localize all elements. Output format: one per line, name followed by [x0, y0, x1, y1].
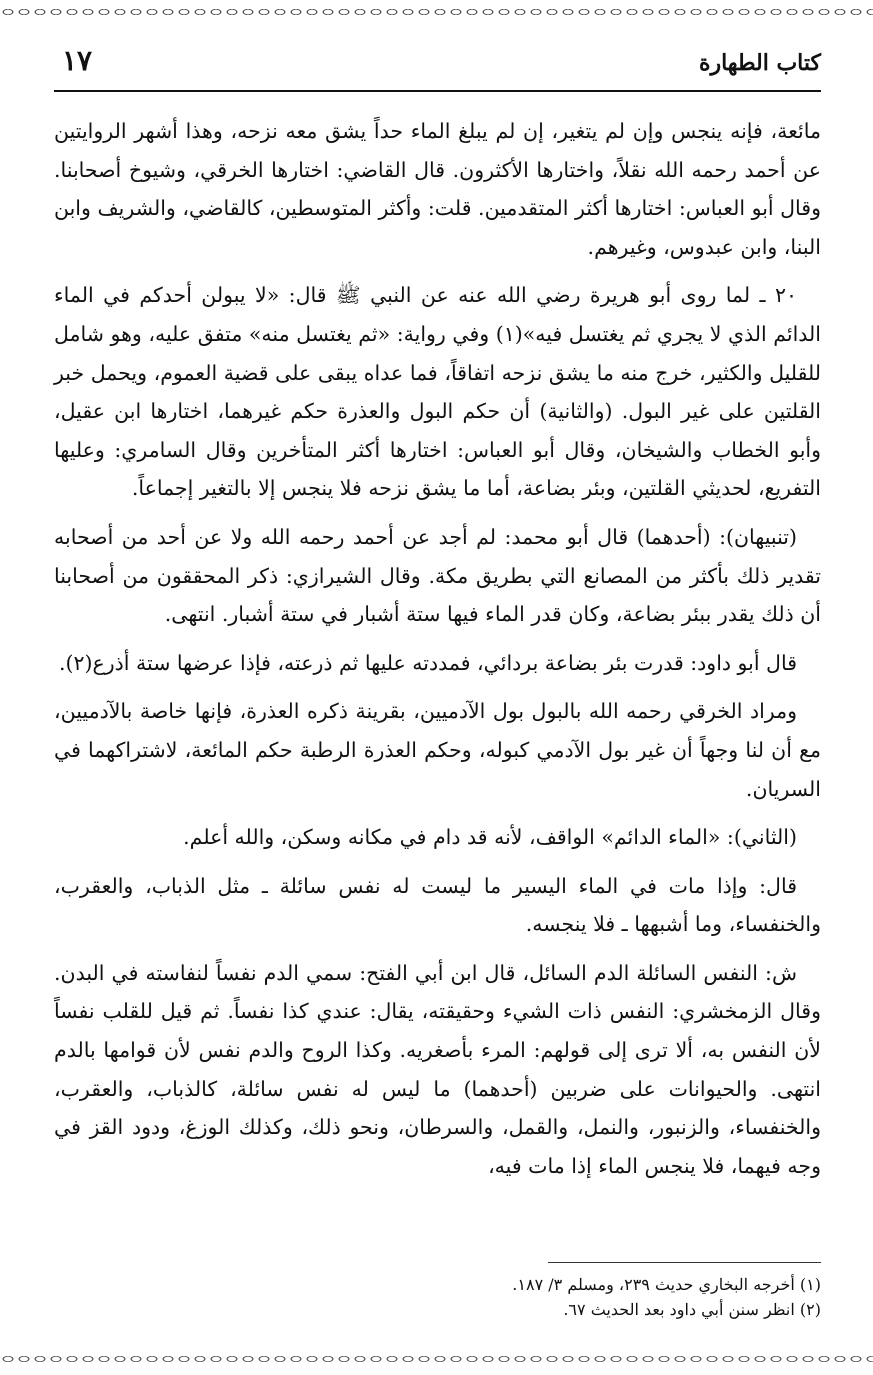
- page-number: ١٧: [62, 44, 93, 77]
- footnote-separator: [548, 1262, 821, 1263]
- book-title: كتاب الطهارة: [698, 50, 821, 76]
- top-ornamental-border: [0, 4, 873, 20]
- paragraph: (تنبيهان): (أحدهما) قال أبو محمد: لم أجد عن أحمد رحمه الله ولا عن أحد من أصحابه تقدير ذلك بأكثر من المصانع التي بطريق مكة. وقال الشيرازي: ذكر المحققون من أصحابنا أن ذلك يقدر ببئر بضاعة، وكان قدر الماء فيها ستة أشبار في ستة أشبار. انتهى.: [54, 524, 821, 627]
- footnotes: [54, 1272, 821, 1322]
- paragraph: قال: وإذا مات في الماء اليسير ما ليست له نفس سائلة ـ مثل الذباب، والعقرب، والخنفساء، وما أشبهها ـ فلا ينجسه.: [54, 873, 821, 937]
- main-text: [54, 112, 821, 1195]
- footnote: (٢) انظر سنن أبي داود بعد الحديث ٦٧.: [563, 1300, 821, 1319]
- paragraph: ش: النفس السائلة الدم السائل، قال ابن أبي الفتح: سمي الدم نفساً لنفاسته في البدن. وقال الزمخشري: النفس ذات الشيء وحقيقته، يقال: عندي كذا نفساً. ثم قيل للقلب نفساً لأن النفس به، ألا ترى إلى قولهم: المرء بأصغريه. وكذا الروح والدم نفس لأن قوامها بالدم انتهى. والحيوانات على ضربين (أحدهما) ما ليس له نفس سائلة، كالذباب، والعقرب، والخنفساء، والزنبور، والنمل، والقمل، والسرطان، ونحو ذلك، وكذلك الوزغ، ودود القز في وجه فيهما، فلا ينجس الماء إذا مات فيه،: [54, 960, 821, 1178]
- paragraph: مائعة، فإنه ينجس وإن لم يتغير، إن لم يبلغ الماء حداً يشق معه نزحه، وهذا أشهر الروايتين عن أحمد رحمه الله نقلاً، واختارها الأكثرون. قال القاضي: اختارها الخرقي، وشيوخ أصحابنا. وقال أبو العباس: اختارها أكثر المتقدمين. قلت: وأكثر المتوسطين، كالقاضي، والشريف وابن البنا، وابن عبدوس، وغيرهم.: [54, 119, 821, 259]
- paragraph: ٢٠ ـ لما روى أبو هريرة رضي الله عنه عن النبي ﷺ قال: «لا يبولن أحدكم في الماء الدائم الذي لا يجري ثم يغتسل فيه»(١) وفي رواية: «ثم يغتسل منه» متفق عليه، وهو شامل للقليل والكثير، خرج منه ما يشق نزحه اتفاقاً، فما عداه يبقى على قضية العموم، ويحمل خبر القلتين على غير البول. (والثانية) أن حكم البول والعذرة حكم غيرهما، اختارها ابن عقيل، وأبو الخطاب والشيخان، وقال أبو العباس: اختارها أكثر المتأخرين وقال السامري: وعليها التفريع، لحديثي القلتين، وبئر بضاعة، أما ما يشق نزحه فلا ينجس إلا بالتغير إجماعاً.: [54, 283, 822, 501]
- paragraph: قال أبو داود: قدرت بئر بضاعة بردائي، فمددته عليها ثم ذرعته، فإذا عرضها ستة أذرع(٢).: [59, 650, 797, 675]
- bottom-ornamental-border: [0, 1351, 873, 1367]
- paragraph: ومراد الخرقي رحمه الله بالبول بول الآدميين، بقرينة ذكره العذرة، فإنها خاصة بالآدميين، مع أن لنا وجهاً أن غير بول الآدمي كبوله، وحكم العذرة الرطبة حكم المائعة، لاشتراكهما في السريان.: [54, 699, 821, 801]
- paragraph: (الثاني): «الماء الدائم» الواقف، لأنه قد دام في مكانه وسكن، والله أعلم.: [183, 825, 797, 850]
- footnote: (١) أخرجه البخاري حديث ٢٣٩، ومسلم ٣/ ١٨٧.: [512, 1275, 821, 1294]
- page-header: [54, 44, 821, 92]
